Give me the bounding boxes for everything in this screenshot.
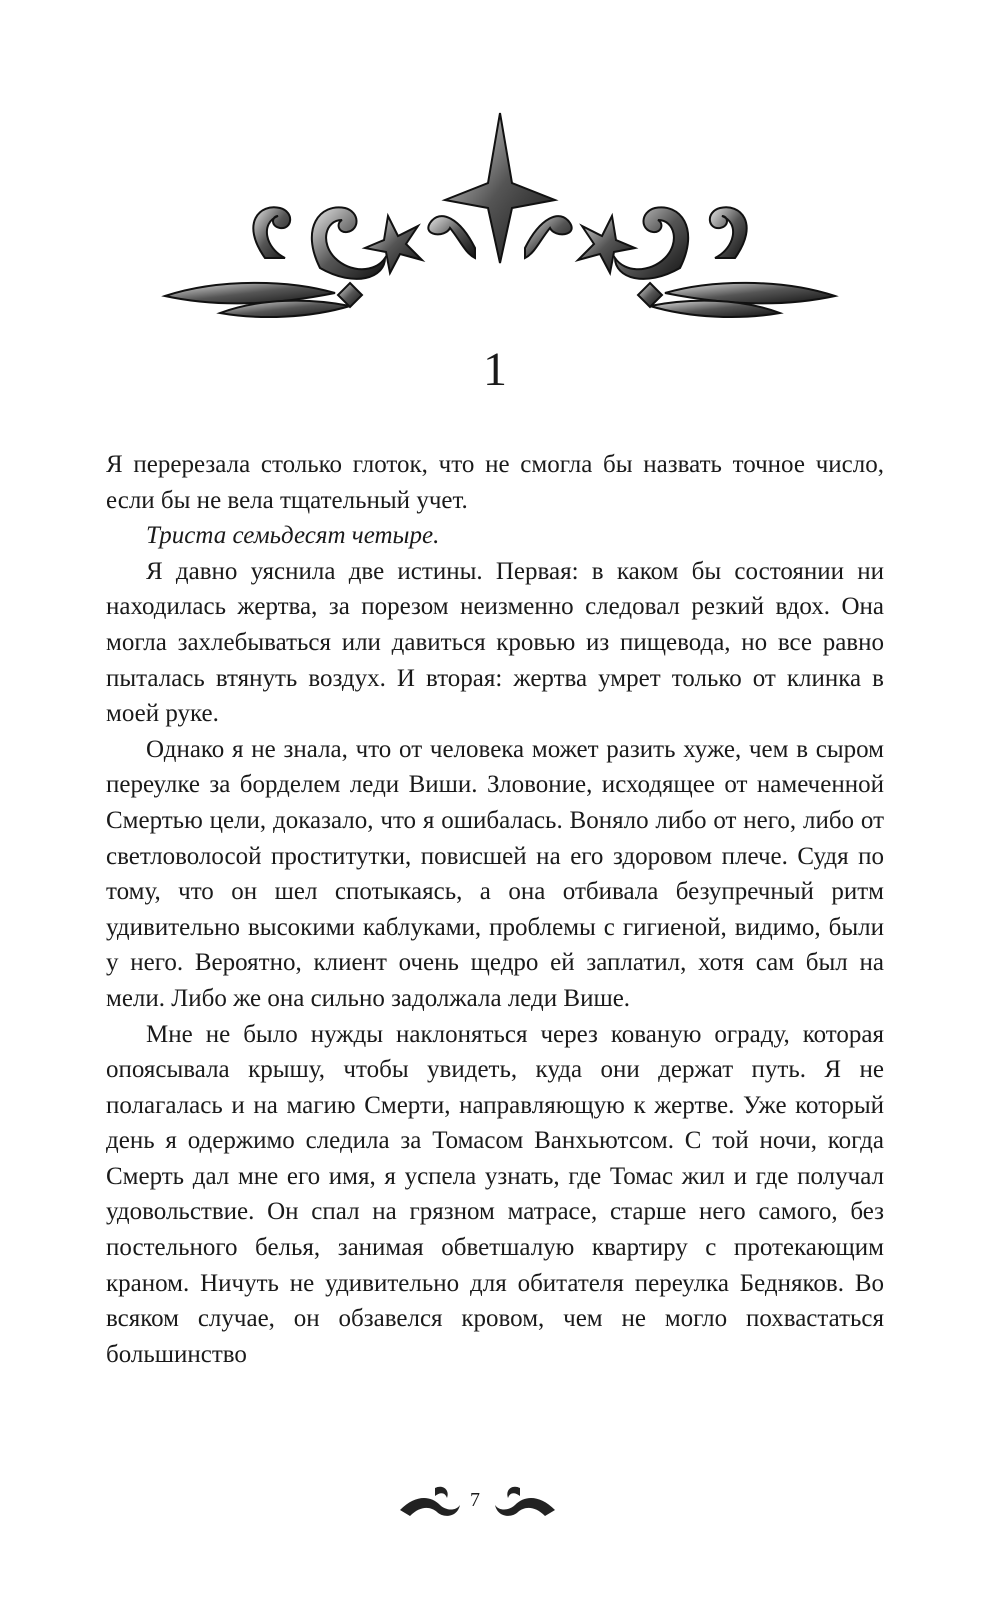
paragraph: Триста семьдесят четыре. [146, 522, 440, 550]
swirl-right-icon [490, 1470, 560, 1530]
paragraph: Я давно уяснила две истины. Первая: в каком бы состоянии ни находилась жертва, за порезом неизменно следовал резкий вдох. Она могла захлебываться или давиться кровью из пищевода, но все равно пыталась втянуть воздух. И вторая: жертва умрет только от клинка в моей руке. [106, 557, 884, 728]
page-number: 7 [470, 1489, 480, 1511]
chapter-ornament-icon [160, 108, 840, 348]
body-text [106, 447, 884, 1372]
paragraph: Я перерезала столько глоток, что не смогла бы назвать точное число, если бы не вела тщательный учет. [106, 451, 884, 514]
paragraph: Мне не было нужды наклоняться через кованую ограду, которая опоясывала крышу, чтобы увидеть, куда они держат путь. Я не полагалась и на магию Смерти, направляющую к жертве. Уже который день я одержимо следила за Томасом Ванхьютсом. С той ночи, когда Смерть дал мне его имя, я успела узнать, где Томас жил и где получал удовольствие. Он спал на грязном матрасе, старше него самого, без постельного белья, занимая обветшалую квартиру с протекающим краном. Ничуть не удивительно для обитателя переулка Бедняков. Во всяком случае, он обзавелся кровом, чем не могло похвастаться большинство [106, 1020, 884, 1368]
chapter-number: 1 [483, 343, 507, 396]
paragraph: Однако я не знала, что от человека может разить хуже, чем в сыром переулке за борделем леди Виши. Зловоние, исходящее от намеченной Смертью цели, доказало, что я ошибалась. Воняло либо от него, либо от светловолосой проститутки, повисшей на его здоровом плече. Судя по тому, что он шел спотыкаясь, а она отбивала безупречный ритм удивительно высокими каблуками, проблемы с гигиеной, видимо, были у него. Вероятно, клиент очень щедро ей заплатил, хотя сам был на мели. Либо же она сильно задолжала леди Више. [106, 735, 884, 1012]
